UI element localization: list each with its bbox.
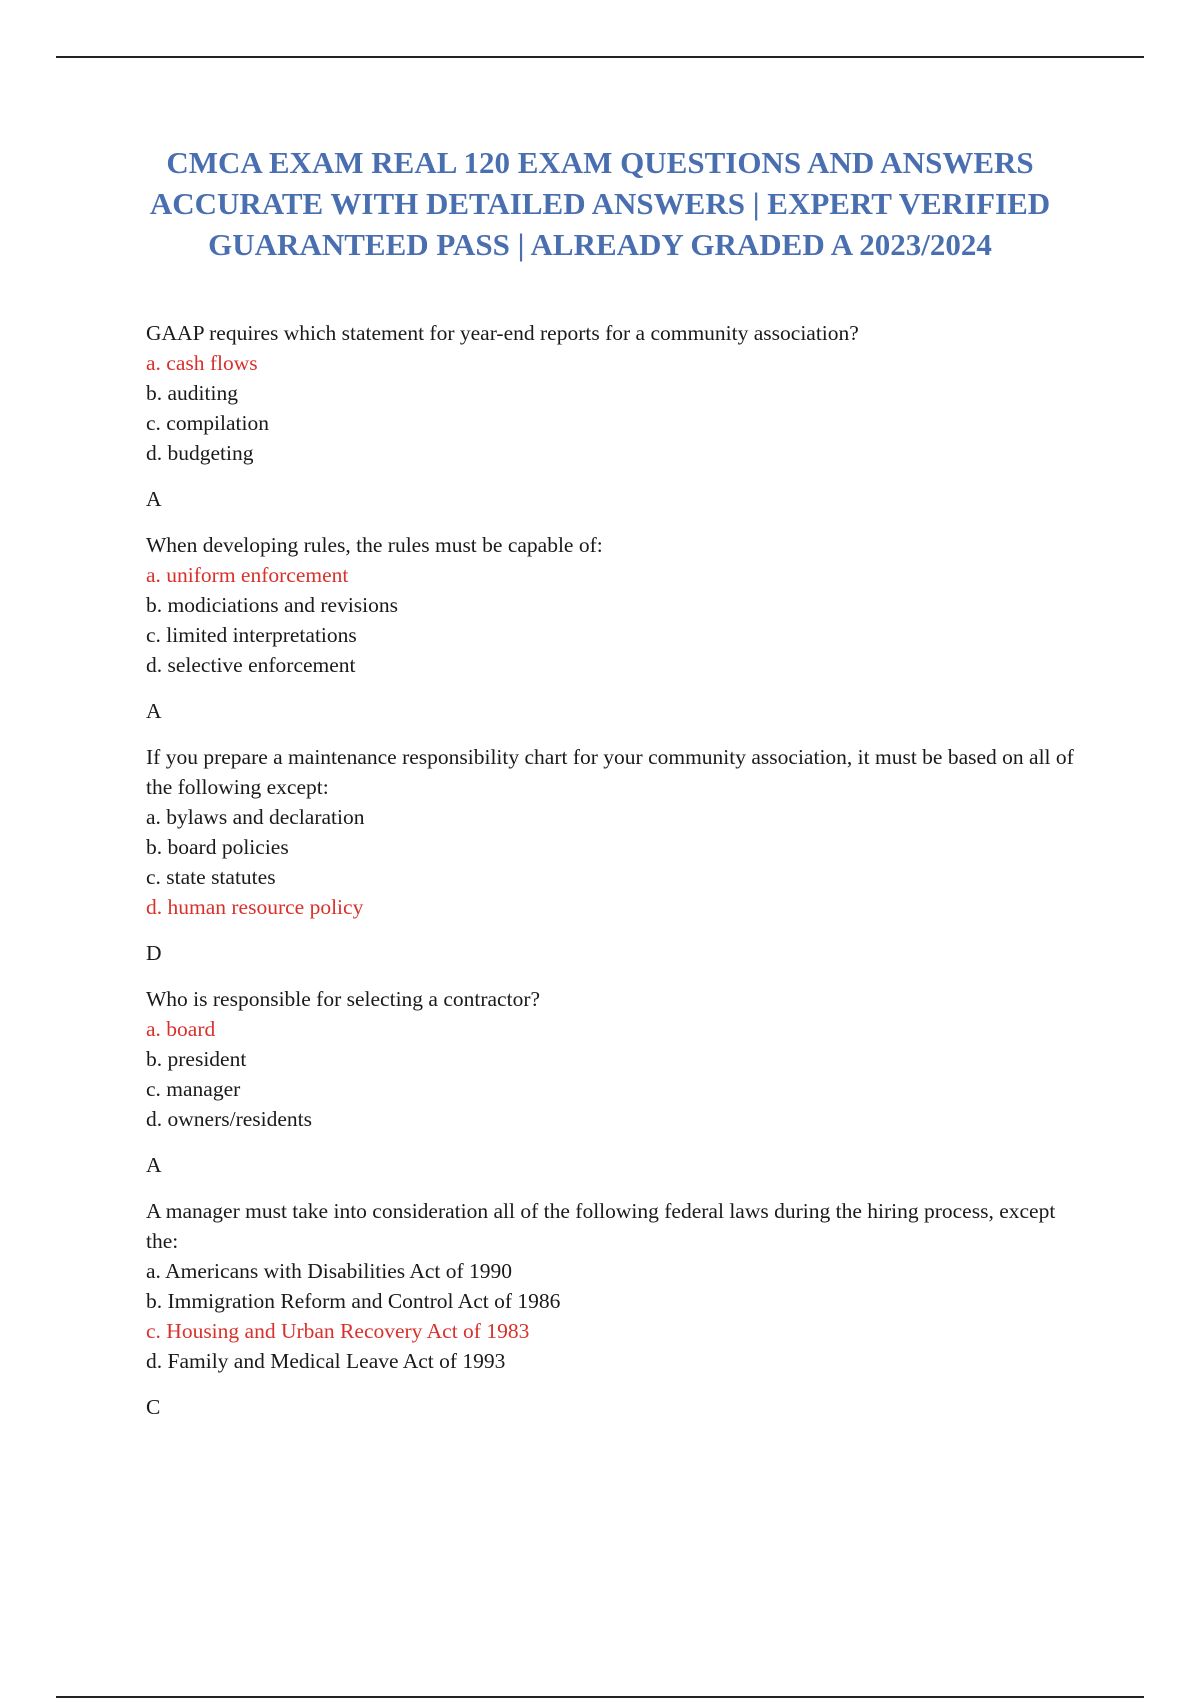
question-text: Who is responsible for selecting a contractor? [146,987,541,1011]
correct-answer-option: a. board [146,1017,216,1041]
question-block [146,984,1086,1180]
answer-key: A [146,1153,162,1177]
answer-option: d. Family and Medical Leave Act of 1993 [146,1349,506,1373]
answer-option: c. compilation [146,411,269,435]
top-divider [56,56,1144,58]
question-block [146,1196,1086,1422]
correct-answer-option: c. Housing and Urban Recovery Act of 1983 [146,1319,530,1343]
answer-option: b. modiciations and revisions [146,593,398,617]
question-text: If you prepare a maintenance responsibility chart for your community association, it must be based on all of the following except: [146,745,1074,799]
answer-key: C [146,1395,161,1419]
answer-option: d. selective enforcement [146,653,356,677]
answer-option: d. budgeting [146,441,254,465]
answer-option: c. manager [146,1077,241,1101]
correct-answer-option: a. uniform enforcement [146,563,349,587]
question-text: A manager must take into consideration all of the following federal laws during the hiring process, except the: [146,1199,1056,1253]
question-text: When developing rules, the rules must be capable of: [146,533,603,557]
answer-key: D [146,941,162,965]
answer-option: a. bylaws and declaration [146,805,365,829]
bottom-divider [56,1696,1144,1698]
answer-option: a. Americans with Disabilities Act of 1990 [146,1259,513,1283]
answer-option: b. auditing [146,381,238,405]
answer-option: b. board policies [146,835,289,859]
answer-option: c. limited interpretations [146,623,357,647]
answer-option: c. state statutes [146,865,276,889]
document-title: CMCA EXAM REAL 120 EXAM QUESTIONS AND ANSWERS ACCURATE WITH DETAILED ANSWERS | EXPERT VERIFIED GUARANTEED PASS | ALREADY GRADED A 2023/2024 [149,145,1051,262]
question-list [146,318,1086,1438]
correct-answer-option: a. cash flows [146,351,258,375]
answer-option: b. president [146,1047,247,1071]
answer-key: A [146,487,162,511]
question-block [146,742,1086,968]
correct-answer-option: d. human resource policy [146,895,364,919]
question-block [146,318,1086,514]
answer-key: A [146,699,162,723]
question-text: GAAP requires which statement for year-end reports for a community association? [146,321,859,345]
answer-option: b. Immigration Reform and Control Act of 1986 [146,1289,561,1313]
question-block [146,530,1086,726]
answer-option: d. owners/residents [146,1107,312,1131]
